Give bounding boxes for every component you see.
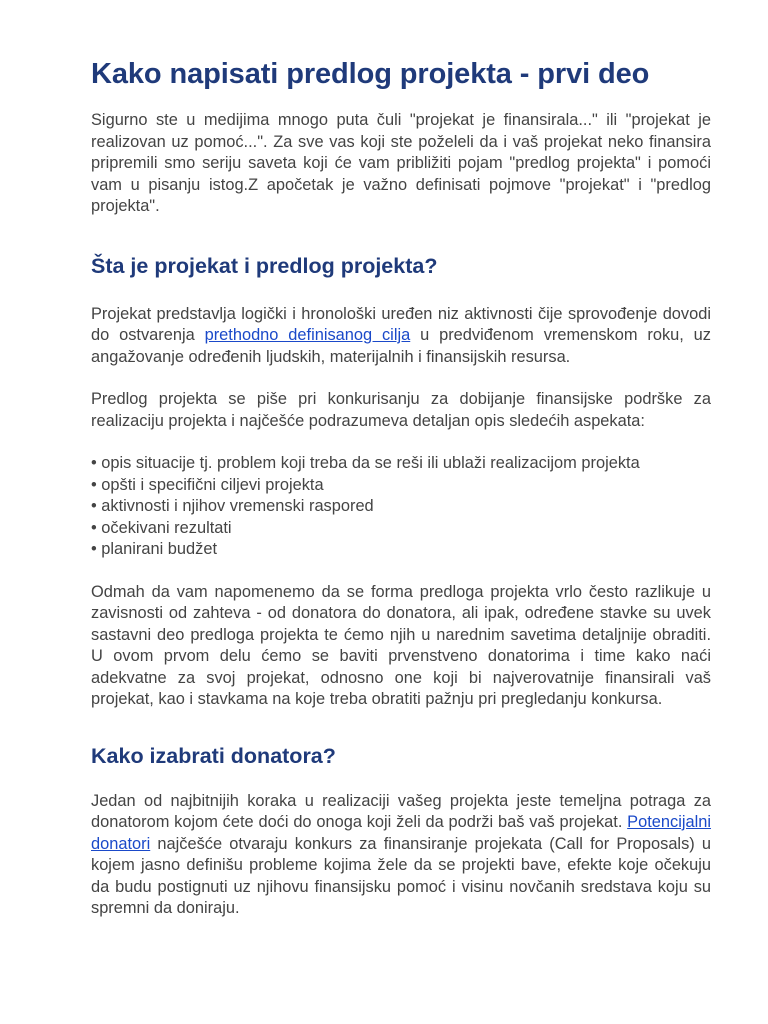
project-definition-text-start: Projekat predstavlja logički i hronološki uređen niz aktivnosti čije sprovođenje dovodi do ostvarenja [91, 304, 711, 344]
list-item: • očekivani rezultati [91, 518, 232, 537]
page-title: Kako napisati predlog projekta - prvi deo [91, 58, 650, 90]
article [91, 52, 711, 920]
project-definition-text-end: u predviđenom vremenskom roku, uz angažovanje određenih ljudskih, materijalnih i finansijskih resursa. [91, 326, 711, 366]
list-item: • opis situacije tj. problem koji treba da se reši ili ublaži realizacijom projekta [91, 454, 640, 472]
section-heading-donor: Kako izabrati donatora? [91, 743, 336, 768]
link-potential-donors[interactable]: Potencijalni donatori [91, 813, 711, 853]
donor-search-text-start: Jedan od najbitnijih koraka u realizaciji vašeg projekta jeste temeljna potraga za donatorom kojom ćete doći do onoga koji želi da podrži baš vaš projekat. [91, 791, 711, 831]
intro-paragraph: Sigurno ste u medijima mnogo puta čuli "projekat je finansirala..." ili "projekat je realizovan uz pomoć...". Za sve vas koji ste poželeli da i vaš projekat neko finansira pripremili smo seriju saveta koji će vam približiti pojam "predlog projekta" i pomoći vam u pisanju istog.Z apočetak je važno definisati pojmove "projekat" i "predlog projekta". [91, 111, 711, 215]
project-definition-paragraph [91, 304, 711, 369]
list-item: • aktivnosti i njihov vremenski raspored [91, 497, 374, 515]
aspects-list [91, 453, 711, 561]
link-previously-defined-goal[interactable]: prethodno definisanog cilja [204, 326, 411, 344]
section-heading-project: Šta je projekat i predlog projekta? [91, 253, 438, 278]
proposal-definition-paragraph: Predlog projekta se piše pri konkurisanju za dobijanje finansijske podrške za realizaciju projekta i najčešće podrazumeva detaljan opis sledećih aspekata: [91, 390, 711, 430]
donor-search-paragraph [91, 791, 711, 920]
donor-search-text-end: najčešće otvaraju konkurs za finansiranje projekata (Call for Proposals) u kojem jasno definišu probleme kojima žele da se projekti bave, efekte koje očekuju da budu postignuti uz njihovu finansijsku pomoć i visinu novčanih sredstava koju su spremni da doniraju. [91, 834, 711, 917]
list-item: • planirani budžet [91, 540, 218, 558]
list-item: • opšti i specifični ciljevi projekta [91, 475, 324, 494]
donor-intro-paragraph: Odmah da vam napomenemo da se forma predloga projekta vrlo često razlikuje u zavisnosti od zahteva - od donatora do donatora, ali ipak, određene stavke su uvek sastavni deo predloga projekta te ćemo njih u narednim savetima detaljnije obraditi. U ovom prvom delu ćemo se baviti prvenstveno donatorima i time kako naći adekvatne za svoj projekat, odnosno one koji bi najverovatnije finansirali vaš projekat, kao i stavkama na koje treba obratiti pažnju pri pregledanju konkursa. [91, 582, 711, 708]
